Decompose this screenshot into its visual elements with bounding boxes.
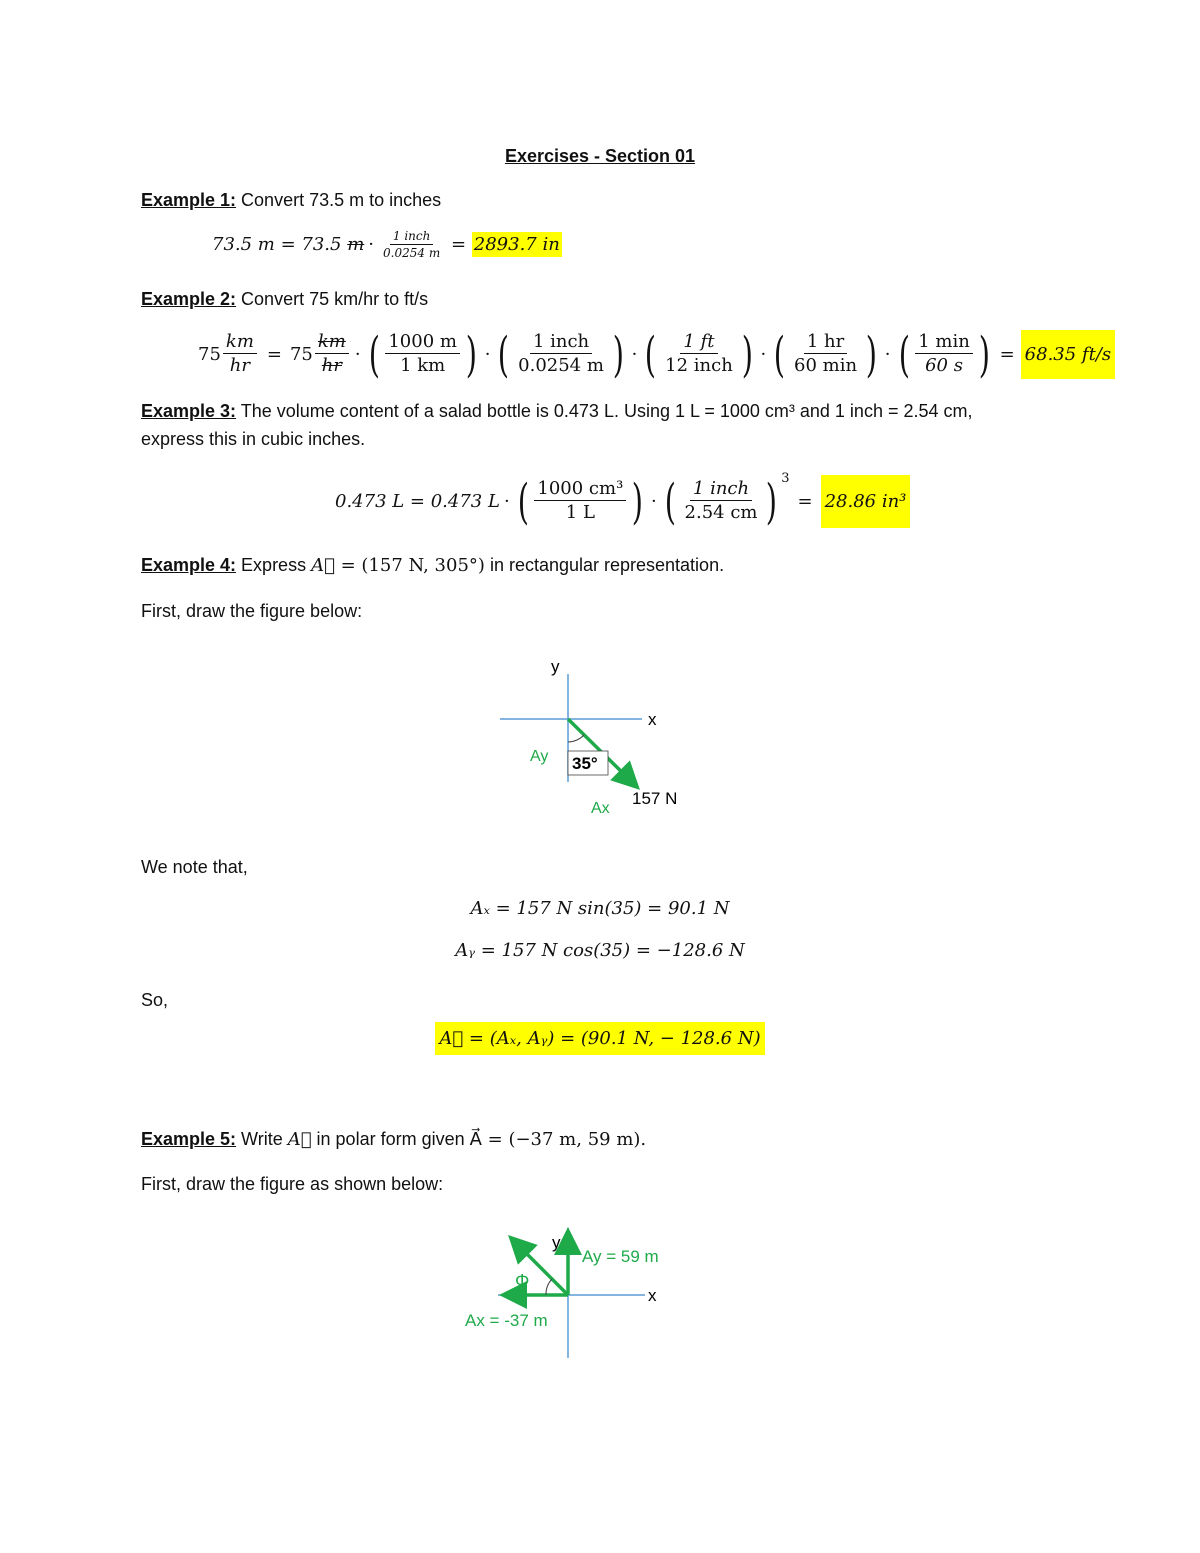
fig1-angle-arc	[568, 735, 584, 742]
ex2-f4-den: 60 min	[794, 355, 858, 376]
ex1-strike-unit: m	[347, 234, 365, 255]
ex5-text-pre: Write	[236, 1129, 288, 1149]
fig1-ay-label: Ay	[530, 748, 549, 765]
ex2-km-struck: km	[315, 331, 349, 354]
fig2-x-label: x	[648, 1286, 657, 1305]
ex4-answer-wrapper	[0, 1028, 1200, 1049]
example-2-text: Convert 75 km/hr to ft/s	[236, 289, 429, 309]
fig2-ay-label: Ay = 59 m	[582, 1247, 659, 1266]
ex2-factor-2	[515, 331, 607, 378]
ex4-text-post: in rectangular representation.	[484, 555, 725, 575]
ex3-lhs: 0.473 L = 0.473 L	[335, 491, 500, 512]
ex2-factor-4	[791, 331, 860, 378]
ex2-hr-struck: hr	[321, 355, 342, 376]
ex1-lhs: 73.5 m = 73.5	[212, 234, 342, 255]
ex3-f2-den: 2.54 cm	[684, 502, 758, 523]
fig2-phi-label: Φ	[515, 1271, 530, 1291]
example-3-equation: 0.473 L = 0.473 L · ( $\frac{\text{1000 cm³}}{1 L}$ ) · ( $\frac{\text{1 inch}}{2.54 cm}$ ) 3 = 28.86 in³	[335, 475, 910, 528]
ex3-factor-1	[534, 478, 626, 525]
ex1-frac-num: 1 inch	[390, 228, 433, 245]
ex5-vec: A⃗	[287, 1129, 312, 1150]
example-3-label: Example 3:	[141, 401, 237, 421]
ex2-kmhr-frac	[223, 331, 257, 378]
fig2-ax-label: Ax = -37 m	[465, 1311, 548, 1330]
ex2-factor-1	[385, 331, 460, 378]
ex2-km: km	[223, 331, 257, 354]
fig2-y-label: y	[552, 1233, 561, 1252]
ex3-answer: 28.86 in³	[821, 475, 911, 528]
ex2-75a: 75	[198, 344, 221, 365]
fig1-x-label: x	[648, 710, 657, 729]
example-4-label: Example 4:	[141, 555, 237, 575]
ex4-text-math: = (157 N, 305°)	[334, 555, 485, 576]
ex1-answer: 2893.7 in	[473, 234, 560, 255]
fig1-ax-label: Ax	[591, 800, 610, 817]
figure-2-vector-diagram	[460, 1220, 700, 1365]
example-5-draw-text: First, draw the figure as shown below:	[141, 1174, 444, 1194]
ex3-f1-den: 1 L	[565, 502, 595, 523]
example-1-equation: 73.5 m = 73.5 m · $\frac{\text{1 inch}}{0.0254 m}$ = 2893.7 in	[212, 229, 560, 260]
ex4-vec: A⃗	[311, 555, 335, 576]
ex3-f2-num: 1 inch	[690, 478, 752, 501]
ex4-eq-ay: Aᵧ = 157 N cos(35) = −128.6 N	[455, 940, 745, 961]
example-4-so: So,	[141, 990, 169, 1010]
ex3-factor-2	[682, 478, 761, 525]
fig2-angle-arc	[546, 1279, 552, 1295]
figure-1-vector-diagram	[480, 650, 720, 830]
ex2-hr: hr	[229, 355, 250, 376]
ex2-75b: 75	[289, 344, 313, 365]
example-3-heading	[141, 400, 973, 422]
ex1-eq: =	[450, 234, 467, 255]
ex2-f2-den: 0.0254 m	[518, 355, 604, 376]
ex2-answer: 68.35 ft/s	[1021, 330, 1115, 379]
ex2-factor-5	[915, 331, 973, 378]
page-title: Exercises - Section 01	[504, 146, 696, 166]
ex3-f1-num: 1000 cm³	[534, 478, 626, 501]
ex2-eq1: =	[266, 344, 282, 365]
ex4-answer: A⃗ = (Aₓ, Aᵧ) = (90.1 N, − 128.6 N)	[435, 1022, 764, 1055]
ex2-f1-num: 1000 m	[385, 331, 460, 354]
example-1-label: Example 1:	[141, 190, 237, 210]
ex2-f3-den: 12 inch	[665, 355, 733, 376]
ex2-f5-den: 60 s	[925, 355, 963, 376]
ex2-f5-num: 1 min	[915, 331, 973, 354]
example-5-heading	[141, 1128, 646, 1151]
ex5-text-mid: in polar form given	[311, 1129, 470, 1149]
example-2-label: Example 2:	[141, 289, 237, 309]
ex2-f4-num: 1 hr	[804, 331, 847, 354]
example-4-heading	[141, 554, 724, 577]
fig1-angle-label: 35°	[572, 754, 598, 773]
example-1-text: Convert 73.5 m to inches	[236, 190, 442, 210]
ex1-fraction	[380, 228, 443, 261]
example-1-heading	[141, 189, 441, 211]
ex2-f1-den: 1 km	[400, 355, 446, 376]
example-2-heading	[141, 288, 428, 310]
ex2-factor-3	[662, 331, 736, 378]
fig1-magnitude-label: 157 N	[632, 789, 678, 808]
example-4-draw-text: First, draw the figure below:	[141, 601, 363, 621]
example-5-label: Example 5:	[141, 1129, 237, 1149]
ex4-eq-ax: Aₓ = 157 N sin(35) = 90.1 N	[470, 898, 730, 919]
ex3-eq: =	[797, 491, 813, 512]
ex2-f3-num: 1 ft	[680, 331, 717, 354]
fig1-y-label: y	[551, 657, 560, 676]
example-4-note: We note that,	[141, 857, 248, 877]
ex5-text-math: A⃗ = (−37 m, 59 m).	[469, 1129, 647, 1150]
ex2-f2-num: 1 inch	[530, 331, 592, 354]
example-2-equation: 75 $\frac{km}{hr}$ = 75 $\frac{km}{hr}$ · ( $\frac{1000 m}{1 km}$ ) · ( $\frac{\text{1 inch}}{0.0254 m}$ ) · ( $\frac{1 ft}{\text{12 inch}}$ ) · ( $\frac{1 hr}{60 \min}$ ) · ( $\frac{1 \min}{60 s}$ ) = 68.35 ft/s	[198, 330, 1115, 379]
ex1-frac-den: 0.0254 m	[383, 246, 441, 260]
ex3-power: 3	[781, 471, 790, 486]
ex4-text-pre: Express	[236, 555, 312, 575]
ex2-kmhr-frac-struck	[315, 331, 349, 378]
example-3-text-line2: express this in cubic inches.	[141, 429, 366, 449]
example-3-text-line1: The volume content of a salad bottle is 0.473 L. Using 1 L = 1000 cm³ and 1 inch = 2.54 cm,	[236, 401, 973, 421]
